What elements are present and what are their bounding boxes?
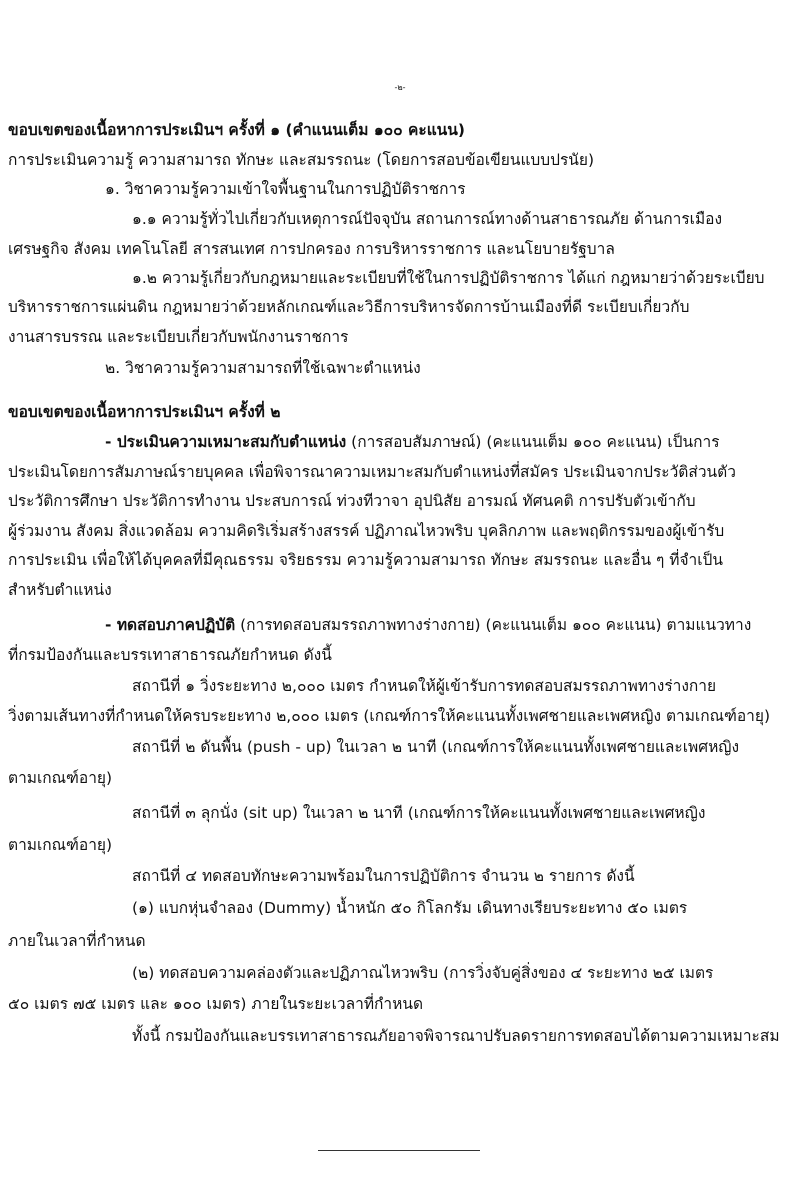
section1-item1-2-line3: งานสารบรรณ และระเบียบเกี่ยวกับพนักงานราชการ [8,328,349,346]
interview-line5: การประเมิน เพื่อให้ได้บุคคลที่มีคุณธรรม จริยธรรม ความรู้ความสามารถ ทักษะ สมรรถนะ และอื่น ๆ ที่จำเป็น [8,551,723,569]
station3-line1: สถานีที่ ๓ ลุกนั่ง (sit up) ในเวลา ๒ นาที (เกณฑ์การให้คะแนนทั้งเพศชายและเพศหญิง [132,804,706,822]
interview-line1-rest: (การสอบสัมภาษณ์) (คะแนนเต็ม ๑๐๐ คะแนน) เป็นการ [346,433,720,451]
interview-line3: ประวัติการศึกษา ประวัติการทำงาน ประสบการณ์ ท่วงทีวาจา อุปนิสัย อารมณ์ ทัศนคติ การปรับตัวเข้ากับ [8,492,696,510]
interview-line6: สำหรับตำแหน่ง [8,581,112,599]
practical-line1-rest: (การทดสอบสมรรถภาพทางร่างกาย) (คะแนนเต็ม ๑๐๐ คะแนน) ตามแนวทาง [235,616,752,634]
practical-line2: ที่กรมป้องกันและบรรเทาสาธารณภัยกำหนด ดังนี้ [8,646,332,664]
interview-line2: ประเมินโดยการสัมภาษณ์รายบุคคล เพื่อพิจารณาความเหมาะสมกับตำแหน่งที่สมัคร ประเมินจากประวัติส่วนตัว [8,463,736,481]
section2-heading: ขอบเขตของเนื้อหาการประเมินฯ ครั้งที่ ๒ [8,403,281,421]
station1-line2: วิ่งตามเส้นทางที่กำหนดให้ครบระยะทาง ๒,๐๐๐ เมตร (เกณฑ์การให้คะแนนทั้งเพศชายและเพศหญิง ตามเกณฑ์อายุ) [8,707,771,725]
station1-line1: สถานีที่ ๑ วิ่งระยะทาง ๒,๐๐๐ เมตร กำหนดให้ผู้เข้ารับการทดสอบสมรรถภาพทางร่างกาย [132,677,717,695]
section1-item2: ๒. วิชาความรู้ความสามารถที่ใช้เฉพาะตำแหน่ง [105,359,421,377]
station2-line2: ตามเกณฑ์อายุ) [8,769,113,787]
section1-item1: ๑. วิชาความรู้ความเข้าใจพื้นฐานในการปฏิบัติราชการ [105,180,466,198]
section1-item1-1-line2: เศรษฐกิจ สังคม เทคโนโลยี สารสนเทศ การปกครอง การบริหารราชการ และนโยบายรัฐบาล [8,240,615,258]
practical-line1 [105,615,751,635]
sub2-line1: (๒) ทดสอบความคล่องตัวและปฏิภาณไหวพริบ (การวิ่งจับคู่สิ่งของ ๔ ระยะทาง ๒๕ เมตร [132,964,714,982]
section1-item1-1-line1: ๑.๑ ความรู้ทั่วไปเกี่ยวกับเหตุการณ์ปัจจุบัน สถานการณ์ทางด้านสาธารณภัย ด้านการเมือง [132,210,723,228]
footer-divider [318,1150,480,1151]
station4-line1: สถานีที่ ๔ ทดสอบทักษะความพร้อมในการปฏิบัติการ จำนวน ๒ รายการ ดังนี้ [132,867,635,885]
section1-item1-2-line2: บริหารราชการแผ่นดิน กฎหมายว่าด้วยหลักเกณฑ์และวิธีการบริหารจัดการบ้านเมืองที่ดี ระเบียบเกี่ยวกับ [8,298,690,316]
practical-title: - ทดสอบภาคปฏิบัติ [105,616,236,634]
sub1-line2: ภายในเวลาที่กำหนด [8,932,146,950]
page-number: -๒- [394,83,406,92]
interview-line1 [105,432,720,452]
interview-title: - ประเมินความเหมาะสมกับตำแหน่ง [105,433,347,451]
closing-line: ทั้งนี้ กรมป้องกันและบรรเทาสาธารณภัยอาจพิจารณาปรับลดรายการทดสอบได้ตามความเหมาะสม [132,1027,780,1045]
interview-line4: ผู้ร่วมงาน สังคม สิ่งแวดล้อม ความคิดริเริ่มสร้างสรรค์ ปฏิภาณไหวพริบ บุคลิกภาพ และพฤติกรรมของผู้เข้ารับ [8,522,725,540]
section1-intro: การประเมินความรู้ ความสามารถ ทักษะ และสมรรถนะ (โดยการสอบข้อเขียนแบบปรนัย) [8,151,594,169]
station3-line2: ตามเกณฑ์อายุ) [8,836,113,854]
sub2-line2: ๕๐ เมตร ๗๕ เมตร และ ๑๐๐ เมตร) ภายในระยะเวลาที่กำหนด [8,995,424,1013]
section1-item1-2-line1: ๑.๒ ความรู้เกี่ยวกับกฎหมายและระเบียบที่ใช้ในการปฏิบัติราชการ ได้แก่ กฎหมายว่าด้วยระเบียบ [132,269,765,287]
section1-heading: ขอบเขตของเนื้อหาการประเมินฯ ครั้งที่ ๑ (คำแนนเต็ม ๑๐๐ คะแนน) [8,121,465,139]
station2-line1: สถานีที่ ๒ ดันพื้น (push - up) ในเวลา ๒ นาที (เกณฑ์การให้คะแนนทั้งเพศชายและเพศหญิง [132,738,740,756]
sub1-line1: (๑) แบกหุ่นจำลอง (Dummy) น้ำหนัก ๕๐ กิโลกรัม เดินทางเรียบระยะทาง ๕๐ เมตร [132,899,688,917]
